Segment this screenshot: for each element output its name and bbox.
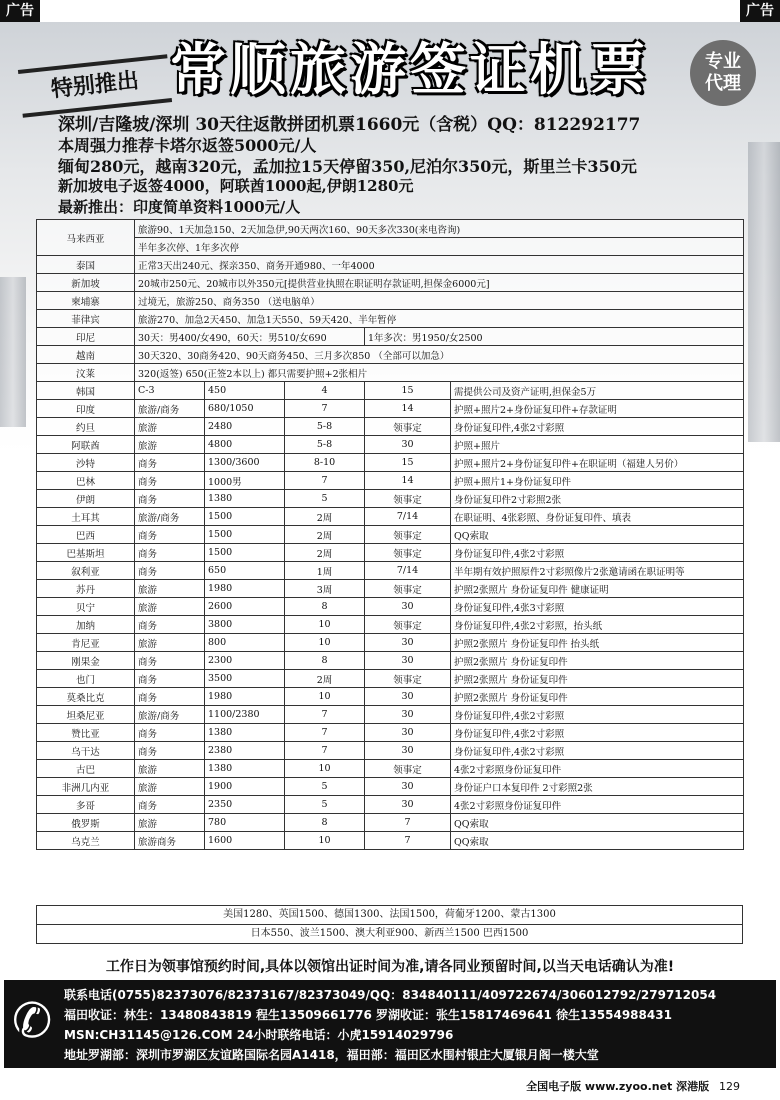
footer-region: 深港版 [676,1080,710,1093]
country-cell: 印度 [37,400,135,418]
building-right [748,142,780,442]
table-row [37,598,744,616]
type-cell: 旅游 [135,814,205,832]
days-cell: 10 [285,760,365,778]
requirements-cell: 护照+照片2+身份证复印件+存款证明 [451,400,744,418]
requirements-cell: 护照+照片1+身份证复印件 [451,472,744,490]
requirements-cell: 身份证复印件,4张2寸彩照 [451,544,744,562]
price-cell: 450 [205,382,285,400]
price-cell: 3800 [205,616,285,634]
type-cell: 商务 [135,796,205,814]
promo-line: 最新推出：印度简单资料1000元/人 [58,198,301,216]
contact-panel [4,980,776,1068]
requirements-cell: 身份证复印件,4张2寸彩照 [451,706,744,724]
ad-tag-left: 广告 [0,0,40,22]
requirements-cell: 护照2张照片 身份证复印件 抬头纸 [451,634,744,652]
table-row [37,670,744,688]
detail-cell: 320(返签) 650(正签2本以上) 都只需要护照+2张相片 [135,364,744,382]
stay-cell: 7/14 [365,562,451,580]
detail-cell: 30天320、30商务420、90天商务450、三月多次850 （全部可以加急） [135,346,744,364]
stay-cell: 领事定 [365,418,451,436]
promo-line: 本周强力推荐卡塔尔返签5000元/人 [58,136,317,155]
price-cell: 1000男 [205,472,285,490]
days-cell: 7 [285,742,365,760]
building-left [0,277,26,427]
detail-cell: 30天：男400/女490，60天：男510/女690 [135,328,365,346]
table-row [37,508,744,526]
requirements-cell: 护照2张照片 身份证复印件 [451,688,744,706]
country-cell: 马来西亚 [37,220,135,256]
type-cell: 旅游/商务 [135,400,205,418]
table-row [37,760,744,778]
days-cell: 5-8 [285,418,365,436]
table-row [37,778,744,796]
stay-cell: 30 [365,706,451,724]
type-cell: 旅游/商务 [135,706,205,724]
detail-cell: 过境无，旅游250、商务350 （送电脑单） [135,292,744,310]
promo-line: 缅甸280元，越南320元，孟加拉15天停留350,尼泊尔350元，斯里兰卡350元 [58,157,637,176]
days-cell: 5 [285,490,365,508]
table-row [37,634,744,652]
country-cell: 坦桑尼亚 [37,706,135,724]
days-cell: 7 [285,724,365,742]
country-cell: 俄罗斯 [37,814,135,832]
price-cell: 1500 [205,544,285,562]
country-cell: 非洲几内亚 [37,778,135,796]
detail-cell: 半年多次停、1年多次停 [135,238,744,256]
type-cell: 商务 [135,472,205,490]
promo-line: 深圳/吉隆坡/深圳 30天往返散拼团机票1660元（含税）QQ：812292177 [58,115,641,135]
type-cell: 旅游 [135,598,205,616]
country-cell: 巴西 [37,526,135,544]
stay-cell: 14 [365,400,451,418]
stay-cell: 14 [365,472,451,490]
country-cell: 乌克兰 [37,832,135,850]
country-cell: 约旦 [37,418,135,436]
table-row [37,814,744,832]
type-cell: 旅游/商务 [135,508,205,526]
country-cell: 乌干达 [37,742,135,760]
requirements-cell: 身份证复印件,4张2寸彩照 [451,418,744,436]
stay-cell: 30 [365,742,451,760]
stay-cell: 领事定 [365,544,451,562]
days-cell: 5 [285,796,365,814]
table-row [37,238,744,256]
table-row [37,544,744,562]
footer-edition: 全国电子版 www.zyoo.net [526,1080,673,1093]
contact-line: 福田收证：林生：13480843819 程生13509661776 罗湖收证：张生15817469641 徐生13554988431 [64,1008,672,1022]
detail-cell: 旅游90、1天加急150、2天加急伊,90天两次160、90天多次330(来电咨询) [135,220,744,238]
type-cell: 商务 [135,724,205,742]
type-cell: 商务 [135,526,205,544]
stay-cell: 领事定 [365,526,451,544]
stay-cell: 30 [365,598,451,616]
price-cell: 1980 [205,580,285,598]
days-cell: 3周 [285,580,365,598]
contact-line: MSN:CH31145@126.COM 24小时联络电话：小虎15914029796 [64,1028,454,1042]
days-cell: 10 [285,616,365,634]
visa-price-table [36,219,744,850]
requirements-cell: 护照2张照片 身份证复印件 [451,670,744,688]
stay-cell: 7 [365,832,451,850]
price-cell: 1600 [205,832,285,850]
requirements-cell: 护照2张照片 身份证复印件 [451,652,744,670]
professional-agent-badge: 专业代理 [690,40,756,106]
requirements-cell: 护照2张照片 身份证复印件 健康证明 [451,580,744,598]
table-row [37,292,744,310]
days-cell: 8-10 [285,454,365,472]
type-cell: 商务 [135,616,205,634]
days-cell: 2周 [285,670,365,688]
stay-cell: 15 [365,382,451,400]
type-cell: 商务 [135,490,205,508]
price-cell: 1500 [205,508,285,526]
price-cell: 1100/2380 [205,706,285,724]
other-countries-line: 美国1280、英国1500、德国1300、法国1500，荷葡牙1200、蒙古1300 [223,909,556,920]
requirements-cell: 半年期有效护照原件2寸彩照像片2张邀请函在职证明等 [451,562,744,580]
type-cell: 旅游 [135,778,205,796]
country-cell: 印尼 [37,328,135,346]
price-cell: 1980 [205,688,285,706]
table-row [37,436,744,454]
stay-cell: 7/14 [365,508,451,526]
requirements-cell: 需提供公司及资产证明,担保金5万 [451,382,744,400]
type-cell: 旅游 [135,436,205,454]
type-cell: 商务 [135,742,205,760]
detail-cell: 20城市250元、20城市以外350元[提供营业执照在职证明存款证明,担保金6000元] [135,274,744,292]
price-cell: 1380 [205,490,285,508]
requirements-cell: 身份证户口本复印件 2寸彩照2张 [451,778,744,796]
detail-cell: 旅游270、加急2天450、加急1天550、59天420、半年暂停 [135,310,744,328]
stay-cell: 15 [365,454,451,472]
country-cell: 古巴 [37,760,135,778]
page-title: 常顺旅游签证机票 [170,38,650,103]
days-cell: 8 [285,652,365,670]
contact-line: 地址罗湖部：深圳市罗湖区友谊路国际名园A1418，福田部：福田区水围村银庄大厦银月阁一楼大堂 [64,1048,599,1062]
phone-icon: ✆ [12,993,53,1049]
table-row [37,742,744,760]
country-cell: 苏丹 [37,580,135,598]
price-cell: 2380 [205,742,285,760]
stay-cell: 30 [365,796,451,814]
price-cell: 1500 [205,526,285,544]
days-cell: 7 [285,472,365,490]
price-cell: 2300 [205,652,285,670]
type-cell: 商务 [135,652,205,670]
table-row [37,724,744,742]
days-cell: 2周 [285,508,365,526]
price-cell: 3500 [205,670,285,688]
country-cell: 赞比亚 [37,724,135,742]
days-cell: 2周 [285,544,365,562]
ad-tag-right: 广告 [740,0,780,22]
country-cell: 新加坡 [37,274,135,292]
table-row [37,400,744,418]
requirements-cell: QQ索取 [451,526,744,544]
footer [526,1078,740,1094]
table-row [37,580,744,598]
table-row [37,382,744,400]
days-cell: 8 [285,598,365,616]
type-cell: 商务 [135,454,205,472]
table-row [37,526,744,544]
table-row [37,274,744,292]
requirements-cell: QQ索取 [451,832,744,850]
country-cell: 阿联酋 [37,436,135,454]
table-row [37,328,744,346]
days-cell: 5-8 [285,436,365,454]
price-cell: 1380 [205,724,285,742]
stay-cell: 30 [365,634,451,652]
top-bar [0,0,780,22]
days-cell: 2周 [285,526,365,544]
days-cell: 5 [285,778,365,796]
country-cell: 菲律宾 [37,310,135,328]
requirements-cell: 4张2寸彩照身份证复印件 [451,760,744,778]
stay-cell: 30 [365,688,451,706]
price-cell: 1900 [205,778,285,796]
notice-text: 工作日为领事馆预约时间,具体以领馆出证时间为准,请各同业预留时间,以当天电话确认为准! [105,959,675,975]
table-row [37,832,744,850]
price-cell: 650 [205,562,285,580]
detail-cell: 正常3天出240元、探亲350、商务开通980、一年4000 [135,256,744,274]
stay-cell: 30 [365,724,451,742]
country-cell: 泰国 [37,256,135,274]
country-cell: 肯尼亚 [37,634,135,652]
type-cell: 旅游 [135,760,205,778]
country-cell: 越南 [37,346,135,364]
type-cell: 旅游商务 [135,832,205,850]
price-cell: 4800 [205,436,285,454]
requirements-cell: 身份证复印件,4张2寸彩照 [451,742,744,760]
table-row [37,256,744,274]
requirements-cell: 身份证复印件,4张2寸彩照，抬头纸 [451,616,744,634]
table-row [37,616,744,634]
table-row [37,346,744,364]
price-cell: 680/1050 [205,400,285,418]
country-cell: 巴林 [37,472,135,490]
country-cell: 也门 [37,670,135,688]
days-cell: 1周 [285,562,365,580]
country-cell: 沙特 [37,454,135,472]
days-cell: 10 [285,634,365,652]
stay-cell: 领事定 [365,616,451,634]
country-cell: 加纳 [37,616,135,634]
contact-line: 联系电话(0755)82373076/82373167/82373049/QQ：834840111/409722674/306012792/279712054 [64,988,717,1002]
type-cell: 旅游 [135,580,205,598]
type-cell: 商务 [135,670,205,688]
country-cell: 土耳其 [37,508,135,526]
stay-cell: 领事定 [365,760,451,778]
requirements-cell: 在职证明、4张彩照、身份证复印件、填表 [451,508,744,526]
price-cell: 1380 [205,760,285,778]
country-cell: 叙利亚 [37,562,135,580]
stay-cell: 领事定 [365,670,451,688]
stay-cell: 领事定 [365,580,451,598]
days-cell: 10 [285,688,365,706]
type-cell: 旅游 [135,634,205,652]
days-cell: 4 [285,382,365,400]
table-row [37,418,744,436]
other-countries-line: 日本550、波兰1500、澳大利亚900、新西兰1500 巴西1500 [37,924,742,943]
table-row [37,652,744,670]
type-cell: C-3 [135,382,205,400]
days-cell: 10 [285,832,365,850]
days-cell: 7 [285,706,365,724]
table-row [37,220,744,238]
requirements-cell: 护照+照片2+身份证复印件+在职证明（福建人另价） [451,454,744,472]
type-cell: 旅游 [135,418,205,436]
table-row [37,364,744,382]
requirements-cell: 身份证复印件,4张3寸彩照 [451,598,744,616]
stay-cell: 领事定 [365,490,451,508]
table-row [37,688,744,706]
type-cell: 商务 [135,688,205,706]
country-cell: 韩国 [37,382,135,400]
requirements-cell: 护照+照片 [451,436,744,454]
page-number: 129 [719,1080,740,1093]
country-cell: 伊朗 [37,490,135,508]
requirements-cell: QQ索取 [451,814,744,832]
country-cell: 巴基斯坦 [37,544,135,562]
price-cell: 1300/3600 [205,454,285,472]
requirements-cell: 4张2寸彩照身份证复印件 [451,796,744,814]
table-row [37,454,744,472]
table-row [37,706,744,724]
detail-cell: 1年多次：男1950/女2500 [365,328,744,346]
price-cell: 2350 [205,796,285,814]
stay-cell: 30 [365,436,451,454]
requirements-cell: 身份证复印件2寸彩照2张 [451,490,744,508]
stay-cell: 7 [365,814,451,832]
price-cell: 2600 [205,598,285,616]
promo-line: 新加坡电子返签4000，阿联酋1000起,伊朗1280元 [58,177,414,195]
country-cell: 汶莱 [37,364,135,382]
type-cell: 商务 [135,544,205,562]
table-row [37,472,744,490]
requirements-cell: 身份证复印件,4张2寸彩照 [451,724,744,742]
table-row [37,310,744,328]
table-row [37,562,744,580]
price-cell: 780 [205,814,285,832]
country-cell: 莫桑比克 [37,688,135,706]
country-cell: 柬埔寨 [37,292,135,310]
other-countries-box [36,905,743,944]
stay-cell: 30 [365,652,451,670]
price-cell: 2480 [205,418,285,436]
country-cell: 贝宁 [37,598,135,616]
special-launch-banner: 特别推出 [18,54,172,117]
price-cell: 800 [205,634,285,652]
days-cell: 7 [285,400,365,418]
country-cell: 刚果金 [37,652,135,670]
table-row [37,796,744,814]
country-cell: 多哥 [37,796,135,814]
type-cell: 商务 [135,562,205,580]
table-row [37,490,744,508]
stay-cell: 30 [365,778,451,796]
days-cell: 8 [285,814,365,832]
